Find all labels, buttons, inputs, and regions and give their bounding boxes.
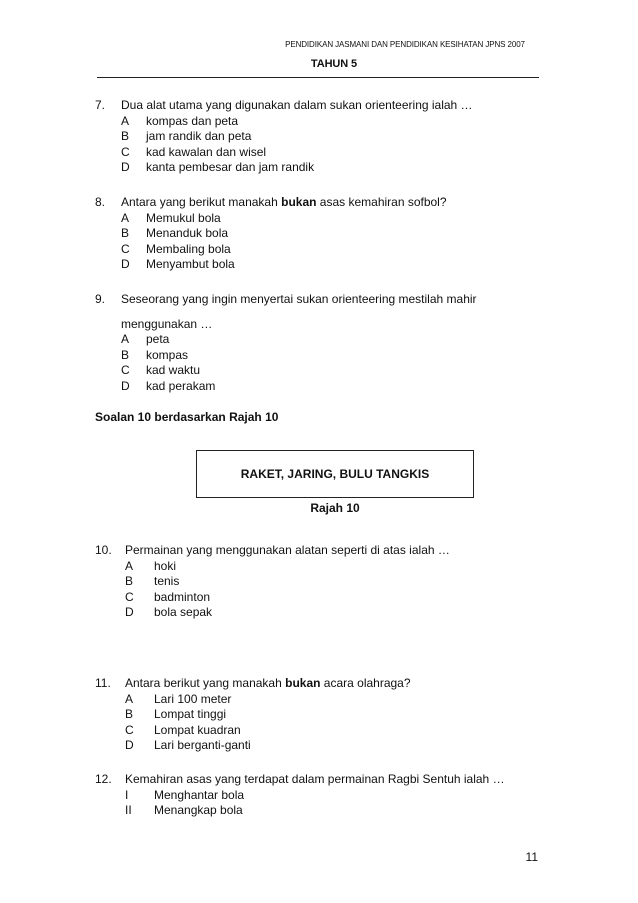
option-letter: A [121,332,130,346]
option-text: Memukul bola [146,210,221,225]
option-d [95,605,450,621]
page-number: 11 [525,850,538,864]
option-c [95,723,411,739]
section-heading: Soalan 10 berdasarkan Rajah 10 [95,410,279,424]
option-letter: A [125,558,134,573]
option-b [95,574,450,590]
question-number: 8. [95,195,106,209]
question-number: 10. [95,543,112,557]
option-text: tenis [154,574,180,588]
running-header-year: TAHUN 5 [310,58,358,70]
option-c [95,145,473,161]
option-text: Menyambut bola [146,257,235,271]
option-d [95,257,447,273]
option-letter: I [125,787,129,802]
question-10 [95,543,450,621]
option-text: jam randik dan peta [146,129,252,143]
option-text: hoki [154,558,177,573]
option-letter: B [121,129,130,143]
option-a [95,559,450,575]
question-number: 9. [95,292,106,306]
option-c [95,242,447,258]
option-text: Menangkap bola [154,803,243,817]
option-text: peta [146,332,170,346]
question-stem-continued [95,317,477,333]
question-stem: Permainan yang menggunakan alatan seperti di atas ialah … [125,543,450,557]
question-stem [121,195,447,211]
option-text: bola sepak [154,605,213,619]
option-letter: C [125,589,134,604]
option-letter: B [121,347,130,362]
option-b [95,129,473,145]
option-letter: B [121,226,130,240]
figure-text: RAKET, JARING, BULU TANGKIS [240,467,430,481]
option-text: kad waktu [146,363,201,377]
question-number: 11. [95,676,111,690]
option-letter: D [125,738,134,752]
option-letter: A [121,210,130,225]
question-8 [95,195,447,273]
option-letter: C [121,241,130,256]
option-letter: C [125,722,134,737]
question-number: 12. [95,772,112,786]
option-b [95,226,447,242]
option-text: kanta pembesar dan jam randik [146,160,315,174]
figure-caption: Rajah 10 [310,501,360,515]
stem-emphasis: bukan [281,195,317,209]
question-stem [125,676,411,692]
option-text: Lari berganti-ganti [154,738,251,752]
option-text: Membaling bola [146,241,231,256]
option-d [95,160,473,176]
question-12 [95,772,505,819]
stem-text: acara olahraga? [320,676,411,690]
option-c [95,590,450,606]
stem-text: menggunakan … [121,316,213,331]
option-a [95,114,473,130]
option-letter: D [121,378,130,393]
option-a [95,211,447,227]
option-letter: C [121,363,130,377]
option-text: Lompat tinggi [154,707,227,721]
option-text: Lompat kuadran [154,722,241,737]
question-11 [95,676,411,754]
option-text: badminton [154,589,211,604]
option-text: kad kawalan dan wisel [146,144,267,159]
option-letter: A [125,691,134,706]
option-b [95,707,411,723]
stem-text: asas kemahiran sofbol? [316,195,447,209]
question-number: 7. [95,98,106,112]
option-letter: A [121,113,130,128]
option-letter: D [121,160,130,174]
option-text: kompas [146,347,189,362]
figure-box [196,450,474,498]
question-7 [95,98,473,176]
option-text: Menanduk bola [146,226,229,240]
option-letter: D [125,605,134,619]
option-letter: B [125,574,134,588]
header-divider [97,77,539,78]
stem-emphasis: bukan [285,676,321,690]
option-letter: D [121,257,130,271]
option-letter: B [125,707,134,721]
option-c [95,363,477,379]
option-d [95,379,477,395]
option-text: Menghantar bola [154,787,245,802]
option-text: Lari 100 meter [154,691,232,706]
option-letter: II [125,803,132,817]
option-ii [95,803,505,819]
option-a [95,332,477,348]
question-stem: Seseorang yang ingin menyertai sukan orienteering mestilah mahir [121,292,477,306]
question-stem: Dua alat utama yang digunakan dalam sukan orienteering ialah … [121,98,473,112]
stem-text: Antara berikut yang manakah [125,676,286,690]
question-9 [95,292,477,394]
option-a [95,692,411,708]
option-b [95,348,477,364]
question-stem: Kemahiran asas yang terdapat dalam permainan Ragbi Sentuh ialah … [125,772,505,786]
stem-text: Antara yang berikut manakah [121,195,282,209]
running-header-title: PENDIDIKAN JASMANI DAN PENDIDIKAN KESIHATAN JPNS 2007 [285,40,525,49]
option-d [95,738,411,754]
option-text: kad perakam [146,378,216,393]
option-text: kompas dan peta [146,113,239,128]
option-letter: C [121,144,130,159]
option-i [95,788,505,804]
